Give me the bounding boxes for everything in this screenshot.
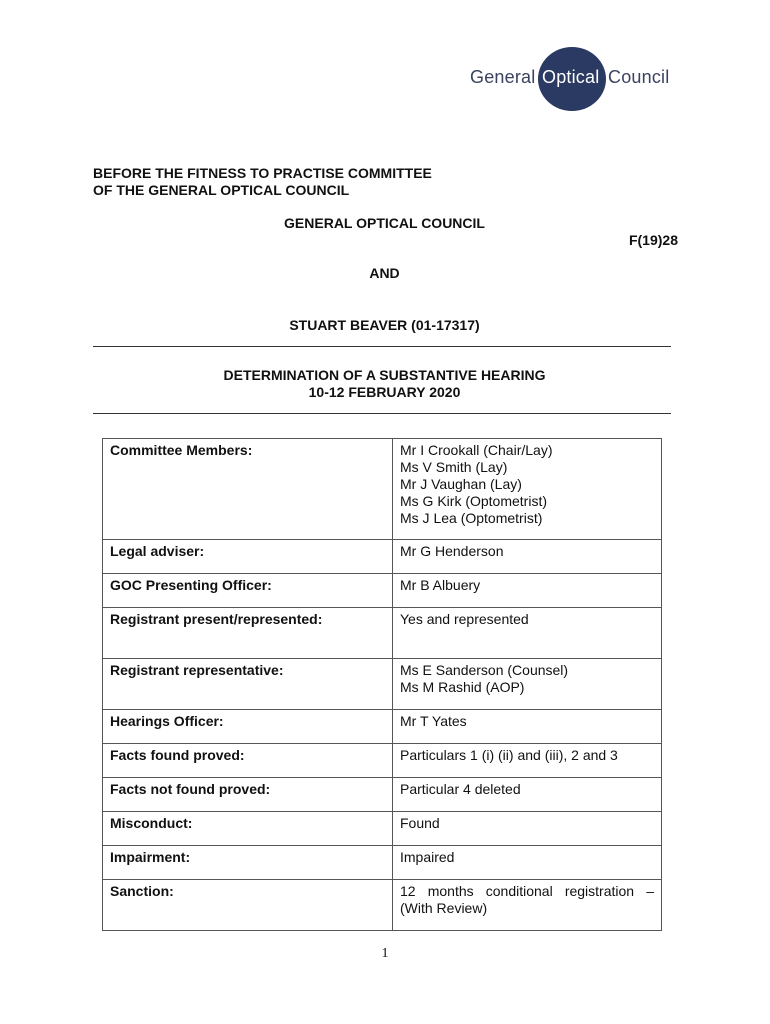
page-number: 1 <box>381 946 389 961</box>
row-value: Yes and represented <box>393 608 662 659</box>
row-value: Mr G Henderson <box>393 540 662 574</box>
row-label: Committee Members: <box>103 439 393 540</box>
row-label: Impairment: <box>103 846 393 880</box>
row-value: Mr T Yates <box>393 710 662 744</box>
row-label: GOC Presenting Officer: <box>103 574 393 608</box>
table-row <box>103 608 662 659</box>
party-one: GENERAL OPTICAL COUNCIL <box>284 215 485 231</box>
row-label: Facts found proved: <box>103 744 393 778</box>
determination-title <box>93 367 676 401</box>
hearing-dates: 10-12 FEBRUARY 2020 <box>308 384 461 400</box>
table-row <box>103 659 662 710</box>
row-label: Facts not found proved: <box>103 778 393 812</box>
logo-text-optical: Optical <box>542 67 600 87</box>
row-value: Mr B Albuery <box>393 574 662 608</box>
determination-title-line: DETERMINATION OF A SUBSTANTIVE HEARING <box>223 367 546 383</box>
logo-text-general: General <box>470 67 536 87</box>
table-row <box>103 744 662 778</box>
divider-bottom <box>93 413 671 414</box>
row-label: Misconduct: <box>103 812 393 846</box>
committee-heading-line2: OF THE GENERAL OPTICAL COUNCIL <box>93 182 350 198</box>
row-value: 12 months conditional registration – (With Review) <box>393 880 662 931</box>
table-row <box>103 439 662 540</box>
row-label: Hearings Officer: <box>103 710 393 744</box>
row-label: Registrant representative: <box>103 659 393 710</box>
table-row <box>103 710 662 744</box>
and-text: AND <box>369 265 400 281</box>
party-two: STUART BEAVER (01-17317) <box>289 317 480 333</box>
table-row <box>103 880 662 931</box>
row-value: Particular 4 deleted <box>393 778 662 812</box>
committee-heading-line1: BEFORE THE FITNESS TO PRACTISE COMMITTEE <box>93 165 432 181</box>
row-value: Particulars 1 (i) (ii) and (iii), 2 and 3 <box>393 744 662 778</box>
row-label: Sanction: <box>103 880 393 931</box>
hearing-details-table <box>102 438 662 931</box>
row-value: Impaired <box>393 846 662 880</box>
table-row <box>103 574 662 608</box>
row-value: Mr I Crookall (Chair/Lay) Ms V Smith (Lay) Mr J Vaughan (Lay) Ms G Kirk (Optometrist) Ms J Lea (Optometrist) <box>393 439 662 540</box>
table-row <box>103 846 662 880</box>
case-reference: F(19)28 <box>628 232 678 248</box>
row-value: Found <box>393 812 662 846</box>
divider-top <box>93 346 671 347</box>
table-row <box>103 812 662 846</box>
row-value: Ms E Sanderson (Counsel) Ms M Rashid (AOP) <box>393 659 662 710</box>
table-row <box>103 778 662 812</box>
committee-heading <box>93 165 432 199</box>
row-label: Registrant present/represented: <box>103 608 393 659</box>
logo-text-council: Council <box>608 67 670 87</box>
table-row <box>103 540 662 574</box>
row-label: Legal adviser: <box>103 540 393 574</box>
